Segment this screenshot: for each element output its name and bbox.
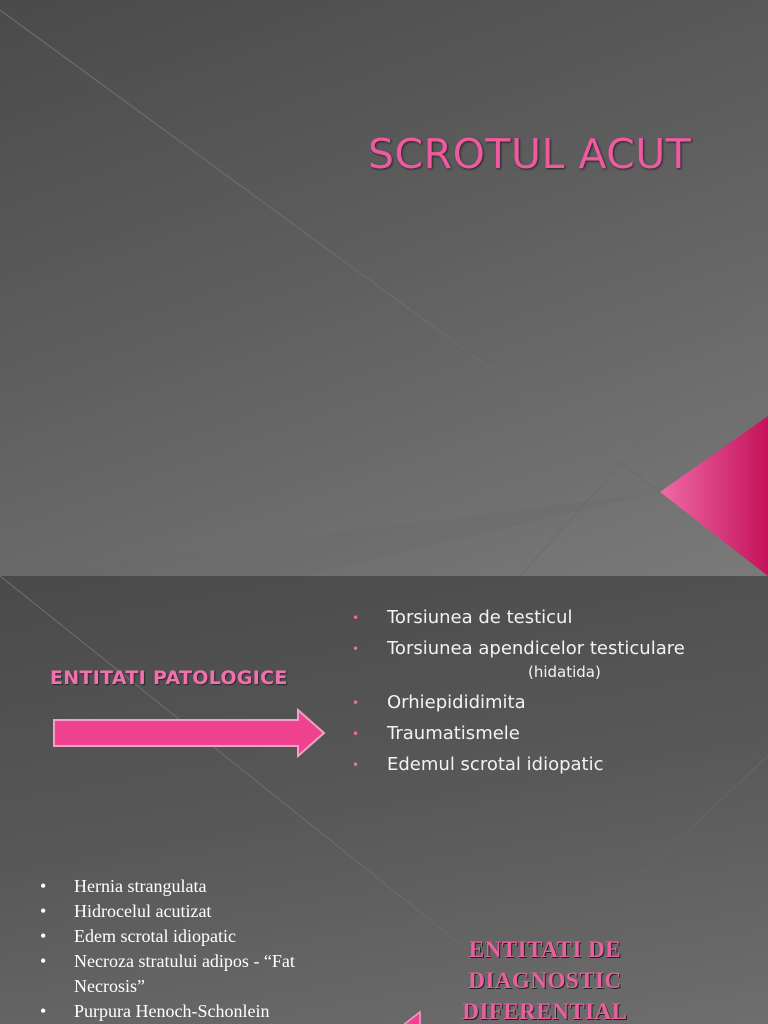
left-arrow-icon bbox=[402, 1008, 432, 1024]
bullet-icon: • bbox=[40, 951, 47, 971]
heading-line: DIFERENTIAL bbox=[462, 999, 628, 1024]
list-item: • Torsiunea apendicelor testiculare bbox=[352, 635, 685, 666]
bullet-icon: • bbox=[352, 727, 360, 741]
slide-title: SCROTUL ACUT bbox=[368, 130, 692, 178]
bullet-icon: • bbox=[352, 758, 360, 772]
content-slide bbox=[0, 576, 768, 1024]
list-item: • Hidrocelul acutizat bbox=[40, 899, 295, 924]
pink-triangle bbox=[660, 416, 768, 576]
heading-line: DIAGNOSTIC bbox=[468, 968, 622, 993]
list-item: • Torsiunea de testicul bbox=[352, 604, 685, 635]
bullet-icon: • bbox=[352, 611, 360, 625]
list-item-continuation: Necrosis” bbox=[74, 976, 145, 996]
differential-heading bbox=[450, 934, 640, 1024]
bullet-icon: • bbox=[352, 642, 360, 656]
list-item: • Necroza stratului adipos - “Fat Necrosis” bbox=[40, 949, 295, 999]
bullet-icon: • bbox=[40, 1001, 47, 1021]
shade-shape bbox=[0, 492, 660, 576]
bullet-icon: • bbox=[40, 926, 47, 946]
heading-line: ENTITATI DE bbox=[468, 937, 622, 962]
bullet-icon: • bbox=[40, 901, 47, 921]
list-item: • Purpura Henoch-Schonlein bbox=[40, 999, 295, 1024]
list-item: • Traumatismele bbox=[352, 720, 685, 751]
bullet-icon: • bbox=[352, 696, 360, 710]
entity-list bbox=[352, 604, 685, 782]
diagonal-line bbox=[0, 10, 660, 492]
list-item-note: (hidatida) bbox=[528, 663, 601, 681]
differential-list bbox=[40, 874, 295, 1024]
section-heading: ENTITATI PATOLOGICE bbox=[50, 667, 288, 689]
list-item: • Edem scrotal idiopatic bbox=[40, 924, 295, 949]
list-item: • Hernia strangulata bbox=[40, 874, 295, 899]
list-item: • Orhiepididimita bbox=[352, 689, 685, 720]
list-item: • Edemul scrotal idiopatic bbox=[352, 751, 685, 782]
bullet-icon: • bbox=[40, 876, 47, 896]
right-arrow-icon bbox=[52, 708, 326, 758]
